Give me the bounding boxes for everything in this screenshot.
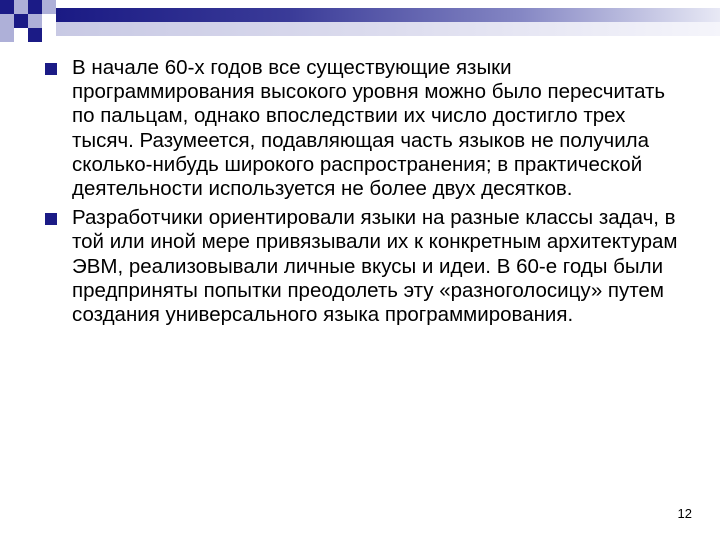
- bullet-item: [40, 56, 690, 201]
- decor-square: [42, 0, 56, 14]
- slide-body: [40, 56, 690, 332]
- decor-square: [28, 0, 42, 14]
- decor-square: [0, 0, 14, 14]
- decor-square: [0, 14, 14, 28]
- page-number: 12: [677, 506, 692, 521]
- decor-square: [28, 14, 42, 28]
- square-bullet-icon: [45, 213, 57, 225]
- header-gradient-band-light: [56, 22, 720, 36]
- decor-square: [28, 28, 42, 42]
- header-decoration: [0, 0, 720, 48]
- bullet-item: [40, 206, 690, 327]
- bullet-list: [40, 56, 690, 327]
- decor-square: [14, 14, 28, 28]
- decor-square: [0, 28, 14, 42]
- decor-square: [14, 0, 28, 14]
- square-bullet-icon: [45, 63, 57, 75]
- bullet-text: В начале 60-х годов все существующие языки программирования высокого уровня можно было пересчитать по пальцам, однако впоследствии их число достигло трех тысяч. Разумеется, подавляющая часть языков не получила сколько-нибудь широкого распространения; в практической деятельности используется не более двух десятков.: [72, 56, 666, 201]
- header-gradient-band: [56, 8, 720, 22]
- bullet-text: Разработчики ориентировали языки на разные классы задач, в той или иной мере привязывали их к конкретным архитектурам ЭВМ, реализовывали личные вкусы и идеи. В 60-е годы были предприняты попытки преодолеть эту «разноголосицу» путем создания универсального языка программирования.: [72, 206, 678, 327]
